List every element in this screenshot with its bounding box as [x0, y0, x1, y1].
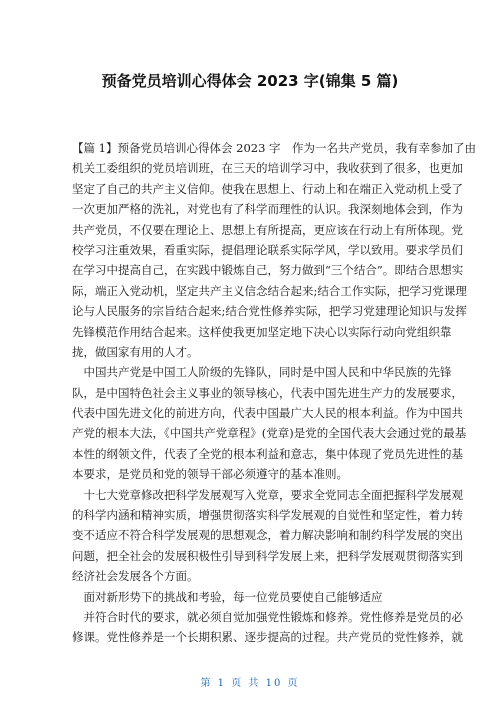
- text-line: 本性的纲领文件，代表了全党的根本利益和意志，集中体现了党员先进性的基: [72, 446, 463, 461]
- text-line: 经济社会发展各个方面。: [72, 569, 199, 584]
- text-line: 的科学内涵和精神实质，增强贯彻落实科学发展观的自觉性和坚定性，着力转: [72, 508, 463, 523]
- text-line: 共产党员，不仅要在理论上、思想上有所提高，更应该在行动上有所体现。党: [72, 222, 463, 237]
- text-line: 本要求，是党员和党的领导干部必须遵守的基本准则。: [72, 467, 348, 482]
- text-line: 队，是中国特色社会主义事业的领导核心，代表中国先进生产力的发展要求，: [72, 385, 463, 400]
- text-line: 拢，做国家有用的人才。: [72, 344, 199, 359]
- text-line: 问题，把全社会的发展积极性引导到科学发展上来，把科学发展观贯彻落实到: [72, 548, 463, 563]
- text-line: 变不适应不符合科学发展观的思想观念，着力解决影响和制约科学发展的突出: [72, 528, 463, 543]
- text-line: 先锋模范作用结合起来。这样使我更加坚定地下决心以实际行动向党组织靠: [72, 324, 452, 339]
- text-line: 产党的根本大法，《中国共产党章程》(党章)是党的全国代表大会通过党的最基: [72, 426, 467, 441]
- text-line: 代表中国先进文化的前进方向，代表中国最广大人民的根本利益。作为中国共: [72, 406, 463, 421]
- text-line: 【篇 1】预备党员培训心得体会 2023 字 作为一名共产党员，我有幸参加了由: [72, 141, 477, 155]
- text-line: 并符合时代的要求，就必须自觉加强党性锻炼和修养。党性修养是党员的必: [72, 609, 463, 624]
- text-line: 中国共产党是中国工人阶级的先锋队，同时是中国人民和中华民族的先锋: [72, 365, 452, 380]
- text-line: 十七大党章修改把科学发展观写入党章，要求全党同志全面把握科学发展观: [72, 487, 463, 502]
- text-line: 面对新形势下的挑战和考验，每一位党员要使自己能够适应: [72, 589, 383, 604]
- document-body: [72, 138, 477, 648]
- text-line: 机关工委组织的党员培训班，在三天的培训学习中，我收获到了很多，也更加: [72, 161, 463, 176]
- document-title: 预备党员培训心得体会 2023 字(锦集 5 篇): [101, 72, 399, 90]
- text-line: 修课。党性修养是一个长期积累、逐步提高的过程。共产党员的党性修养，就: [72, 630, 463, 645]
- text-line: 一次更加严格的洗礼，对党也有了科学而理性的认识。我深刻地体会到，作为: [72, 202, 463, 217]
- text-line: 在学习中提高自己，在实践中锻炼自己，努力做到“三个结合”。即结合思想实: [72, 263, 464, 278]
- text-line: 校学习注重效果，看重实际，提倡理论联系实际学风，学以致用。要求学员们: [72, 242, 463, 257]
- page-indicator: 第 1 页 共 10 页: [200, 678, 300, 689]
- text-line: 坚定了自己的共产主义信仰。使我在思想上、行动上和在端正入党动机上受了: [72, 181, 463, 196]
- text-line: 际，端正入党动机，坚定共产主义信念结合起来;结合工作实际，把学习党课理: [72, 283, 467, 298]
- text-line: 论与人民服务的宗旨结合起来;结合党性修养实际，把学习党建理论知识与发挥: [72, 304, 467, 319]
